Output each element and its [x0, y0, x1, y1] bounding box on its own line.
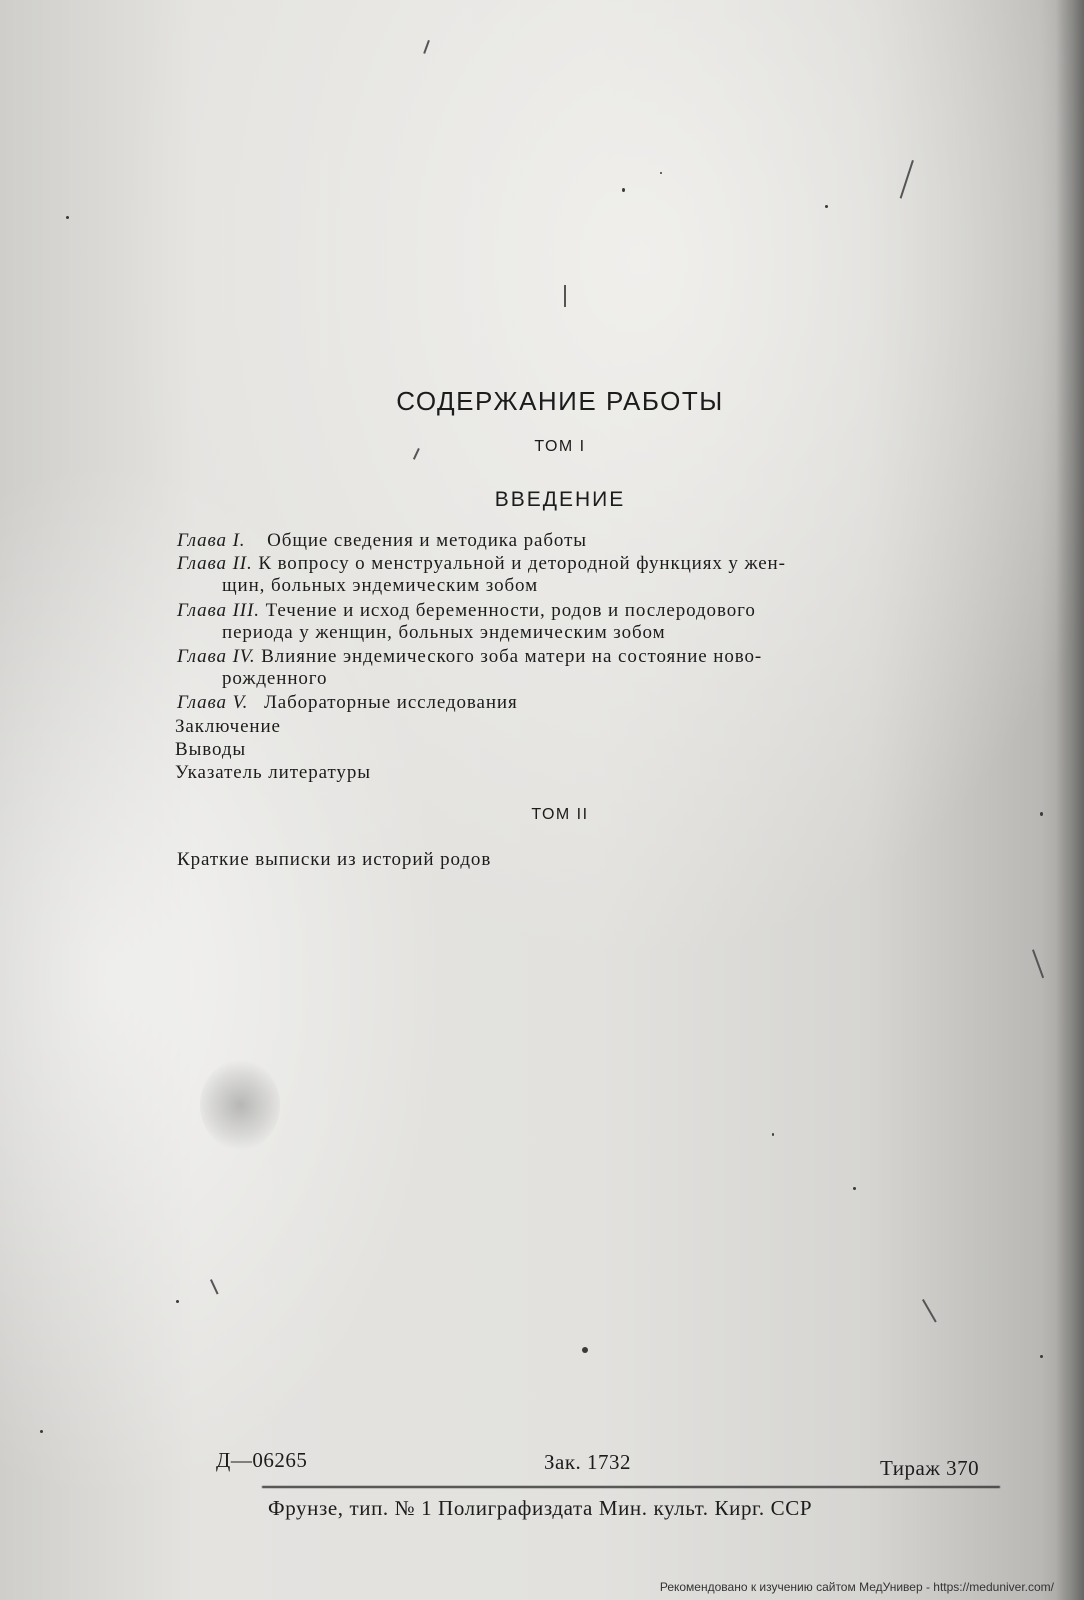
speck — [853, 1187, 856, 1190]
speck — [825, 205, 828, 208]
contents-heading: СОДЕРЖАНИЕ РАБОТЫ — [396, 386, 724, 416]
introduction-heading: ВВЕДЕНИЕ — [494, 488, 626, 511]
imprint-print-run: Тираж 370 — [880, 1456, 980, 1480]
speck — [660, 172, 662, 174]
volume-2-label: ТОМ II — [531, 806, 589, 823]
chapter-1-prefix: Глава I. — [177, 530, 246, 551]
speck — [66, 216, 69, 219]
scratch-mark — [1032, 949, 1044, 978]
section-findings: Выводы — [175, 739, 247, 760]
speck — [1040, 1355, 1043, 1358]
speck — [582, 1347, 588, 1353]
speck — [772, 1133, 774, 1136]
watermark-text: Рекомендовано к изучению сайтом МедУнивер - https://meduniver.com/ — [659, 1580, 1054, 1594]
speck — [40, 1430, 43, 1433]
chapter-4-title: Влияние эндемического зоба матери на состояние ново- — [261, 646, 763, 667]
chapter-5 — [177, 692, 518, 714]
scratch-mark — [564, 285, 566, 307]
chapter-2-continued: щин, больных эндемическим зобом — [222, 575, 539, 596]
chapter-3-prefix: Глава III. — [177, 600, 260, 621]
imprint-order: Зак. 1732 — [544, 1450, 632, 1474]
volume-1-label: ТОМ I — [534, 438, 586, 455]
chapter-3-title: Течение и исход беременности, родов и послеродового — [265, 600, 756, 621]
scratch-mark — [423, 40, 430, 54]
imprint-code: Д—06265 — [216, 1448, 308, 1472]
volume-2-item: Краткие выписки из историй родов — [177, 849, 492, 870]
chapter-5-prefix: Глава V. — [177, 692, 249, 713]
scratch-mark — [900, 160, 914, 199]
chapter-2-title: К вопросу о менструальной и детородной функциях у жен- — [258, 553, 786, 574]
imprint-divider — [262, 1486, 1000, 1488]
chapter-1 — [177, 530, 587, 552]
chapter-3 — [177, 600, 756, 622]
speck — [622, 188, 625, 192]
chapter-5-title: Лабораторные исследования — [263, 692, 518, 713]
speck — [176, 1300, 179, 1303]
section-conclusion: Заключение — [175, 716, 281, 737]
imprint-publisher: Фрунзе, тип. № 1 Полиграфиздата Мин. культ. Кирг. ССР — [268, 1496, 813, 1520]
paper-stain — [200, 1060, 280, 1150]
scratch-mark — [210, 1279, 219, 1294]
chapter-4-continued: рожденного — [222, 668, 328, 689]
section-bibliography: Указатель литературы — [175, 762, 371, 783]
chapter-2 — [177, 553, 786, 575]
chapter-4-prefix: Глава IV. — [177, 646, 256, 667]
scratch-mark — [922, 1299, 937, 1323]
chapter-2-prefix: Глава II. — [177, 553, 253, 574]
chapter-4 — [177, 646, 762, 668]
chapter-1-title: Общие сведения и методика работы — [267, 530, 587, 551]
chapter-3-continued: периода у женщин, больных эндемическим зобом — [222, 622, 666, 643]
